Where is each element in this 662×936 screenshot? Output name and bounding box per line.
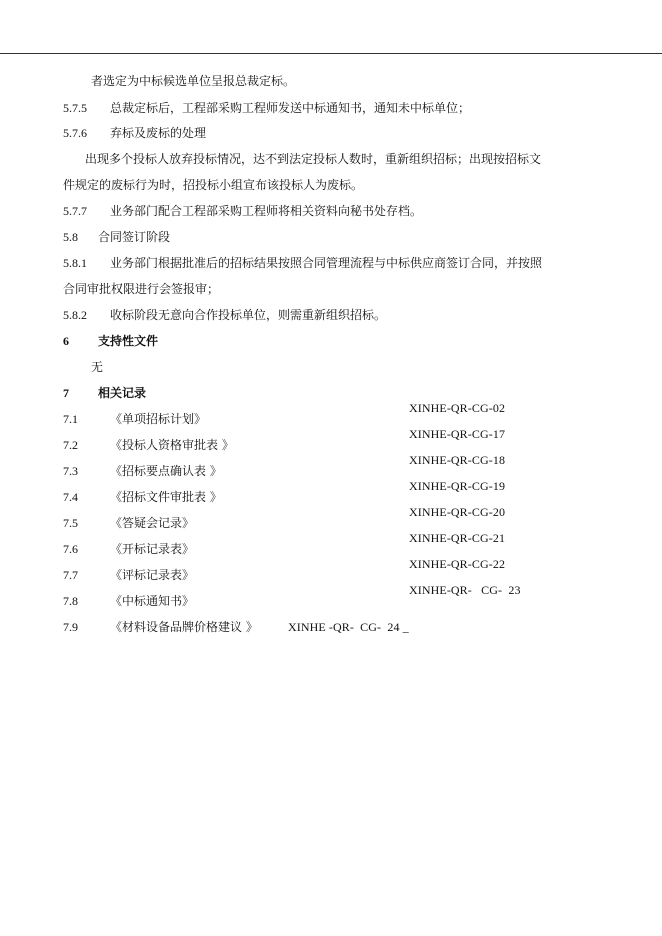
record-code: XINHE-QR-CG-19 <box>409 479 506 493</box>
record-name: 《答疑会记录》 <box>110 516 195 530</box>
clause-text-5-8-1-line-2: 合同审批权限进行会签报审； <box>63 282 220 296</box>
section-6-title: 支持性文件 <box>98 334 159 348</box>
record-name: 《招标要点确认表 》 <box>110 464 222 478</box>
record-number: 7.7 <box>63 568 78 582</box>
record-number: 7.5 <box>63 516 78 530</box>
header-rule <box>0 53 662 54</box>
record-code: XINHE-QR-CG-18 <box>409 453 506 467</box>
record-code: XINHE-QR-CG-20 <box>409 505 506 519</box>
continuation-text: 者选定为中标候选单位呈报总裁定标。 <box>91 74 296 88</box>
record-number: 7.6 <box>63 542 78 556</box>
section-7-title: 相关记录 <box>98 386 147 400</box>
paragraph-line-2: 件规定的废标行为时，招投标小组宣布该投标人为废标。 <box>63 178 364 192</box>
clause-number-5-7-5: 5.7.5 <box>63 101 87 115</box>
clause-text-5-8-1-line-1: 业务部门根据批准后的招标结果按照合同管理流程与中标供应商签订合同，并按照 <box>110 256 543 270</box>
record-name: 《招标文件审批表 》 <box>110 490 222 504</box>
section-7-number: 7 <box>63 386 69 400</box>
record-number: 7.8 <box>63 594 78 608</box>
record-number: 7.4 <box>63 490 78 504</box>
record-name: 《材料设备品牌价格建议 》 <box>110 620 258 634</box>
record-number: 7.1 <box>63 412 78 426</box>
record-name: 《开标记录表》 <box>110 542 195 556</box>
record-code: XINHE-QR-CG-21 <box>409 531 506 545</box>
clause-text-5-7-7: 业务部门配合工程部采购工程师将相关资料向秘书处存档。 <box>110 204 423 218</box>
section-6-content: 无 <box>91 360 104 374</box>
record-code: XINHE-QR-CG-17 <box>409 427 506 441</box>
clause-text-5-8-2: 收标阶段无意向合作投标单位，则需重新组织招标。 <box>110 308 387 322</box>
record-code: XINHE -QR- CG- 24 _ <box>288 620 409 634</box>
clause-number-5-7-6: 5.7.6 <box>63 126 87 140</box>
section-6-number: 6 <box>63 334 69 348</box>
clause-text-5-8: 合同签订阶段 <box>98 230 171 244</box>
record-name: 《单项招标计划》 <box>110 412 207 426</box>
record-number: 7.3 <box>63 464 78 478</box>
record-name: 《投标人资格审批表 》 <box>110 438 234 452</box>
record-number: 7.9 <box>63 620 78 634</box>
clause-text-5-7-6: 弃标及废标的处理 <box>110 126 207 140</box>
record-number: 7.2 <box>63 438 78 452</box>
clause-number-5-8-2: 5.8.2 <box>63 308 87 322</box>
clause-number-5-8: 5.8 <box>63 230 78 244</box>
clause-text-5-7-5: 总裁定标后，工程部采购工程师发送中标通知书，通知未中标单位； <box>110 101 471 115</box>
clause-number-5-8-1: 5.8.1 <box>63 256 87 270</box>
record-code: XINHE-QR- CG- 23 <box>409 583 521 597</box>
record-name: 《评标记录表》 <box>110 568 195 582</box>
record-code: XINHE-QR-CG-22 <box>409 557 506 571</box>
paragraph-line-1: 出现多个投标人放弃投标情况，达不到法定投标人数时，重新组织招标；出现按招标文 <box>85 152 542 166</box>
record-code: XINHE-QR-CG-02 <box>409 401 506 415</box>
record-name: 《中标通知书》 <box>110 594 195 608</box>
clause-number-5-7-7: 5.7.7 <box>63 204 87 218</box>
